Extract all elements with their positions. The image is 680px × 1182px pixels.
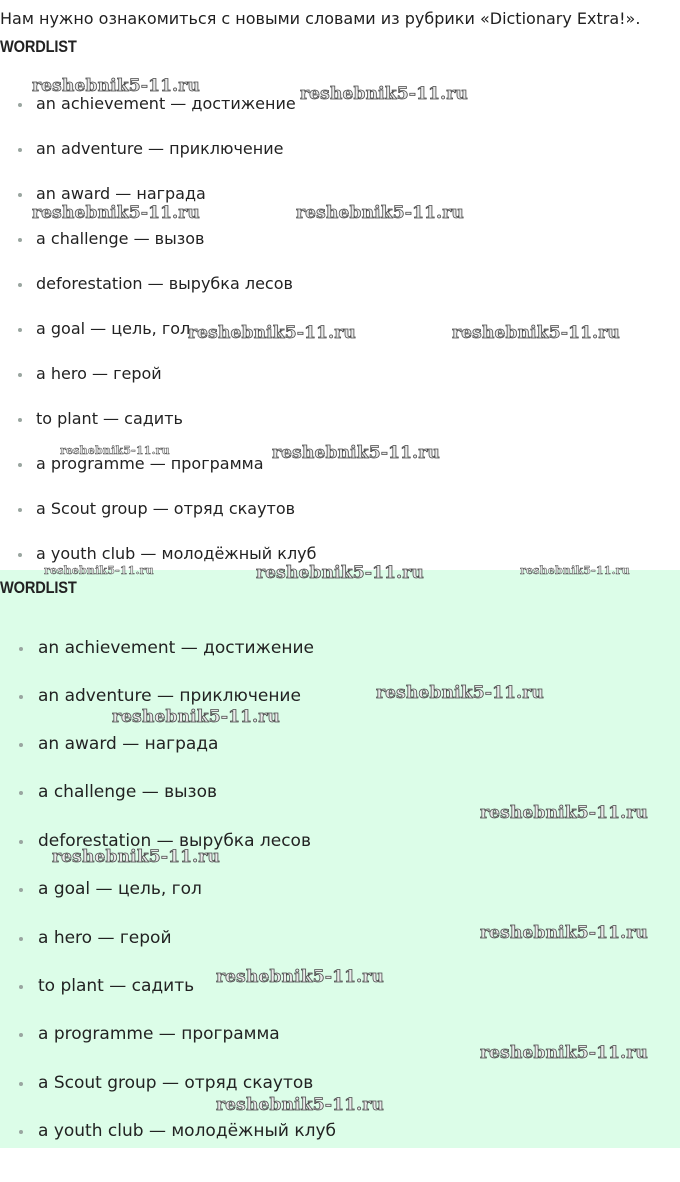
watermark: reshebnik5-11.ru (52, 847, 220, 867)
watermark: reshebnik5-11.ru (188, 323, 356, 343)
bullet-icon (18, 373, 22, 377)
watermark: reshebnik5-11.ru (216, 1095, 384, 1115)
intro-text: Нам нужно ознакомиться с новыми словами из рубрики «Dictionary Extra!». (0, 9, 641, 28)
bullet-icon (19, 647, 23, 651)
watermark: reshebnik5-11.ru (216, 967, 384, 987)
bullet-icon (19, 1033, 23, 1037)
bullet-icon (18, 238, 22, 242)
bullet-icon (18, 418, 22, 422)
watermark: reshebnik5-11.ru (480, 803, 648, 823)
bullet-icon (19, 791, 23, 795)
bullet-icon (19, 985, 23, 989)
watermark: reshebnik5-11.ru (272, 443, 440, 463)
watermark: reshebnik5-11.ru (296, 203, 464, 223)
watermark: reshebnik5-11.ru (300, 84, 468, 104)
wordlist-heading: WORDLIST (0, 37, 77, 56)
watermark: reshebnik5-11.ru (32, 76, 200, 96)
wordlist-heading-highlighted: WORDLIST (0, 578, 77, 597)
watermark: reshebnik5-11.ru (480, 1043, 648, 1063)
bullet-icon (18, 553, 22, 557)
watermark: reshebnik5-11.ru (44, 564, 154, 577)
bullet-icon (18, 508, 22, 512)
watermark: reshebnik5-11.ru (520, 564, 630, 577)
bullet-icon (19, 888, 23, 892)
bullet-icon (19, 743, 23, 747)
bullet-icon (18, 463, 22, 467)
bullet-icon (18, 193, 22, 197)
bullet-icon (18, 328, 22, 332)
watermark: reshebnik5-11.ru (452, 323, 620, 343)
watermark: reshebnik5-11.ru (112, 707, 280, 727)
bullet-icon (19, 937, 23, 941)
bullet-icon (18, 148, 22, 152)
bullet-icon (19, 840, 23, 844)
watermark: reshebnik5-11.ru (60, 444, 170, 457)
watermark: reshebnik5-11.ru (256, 563, 424, 583)
watermark: reshebnik5-11.ru (480, 923, 648, 943)
watermark: reshebnik5-11.ru (376, 683, 544, 703)
bullet-icon (19, 1130, 23, 1134)
bullet-icon (19, 695, 23, 699)
bullet-icon (18, 283, 22, 287)
bullet-icon (19, 1082, 23, 1086)
watermark: reshebnik5-11.ru (32, 203, 200, 223)
bullet-icon (18, 103, 22, 107)
